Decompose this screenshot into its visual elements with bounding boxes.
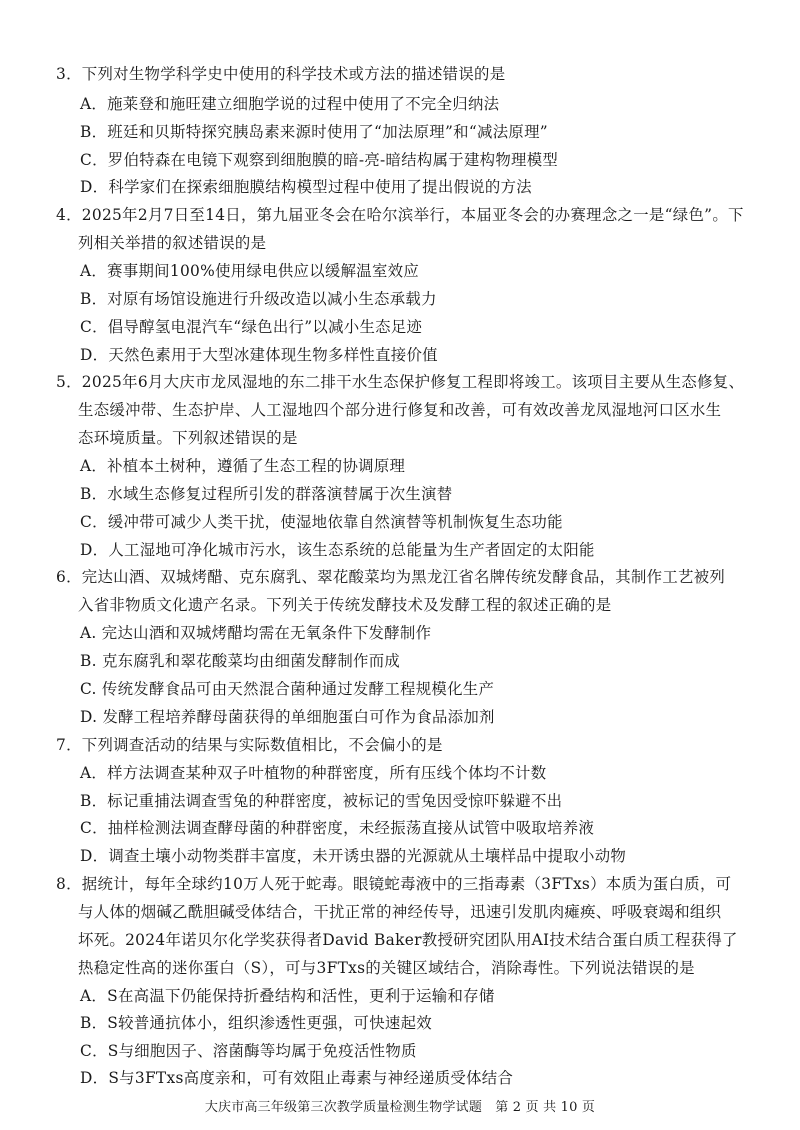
question-5-option-a: A．补植本土树种，遵循了生态工程的协调原理 [80,457,406,475]
question-6-option-d: D. 发酵工程培养酵母菌获得的单细胞蛋白可作为食品添加剂 [80,708,495,726]
question-7-option-d: D．调查土壤小动物类群丰富度，未开诱虫器的光源就从土壤样品中提取小动物 [80,847,627,865]
question-6-option-c: C. 传统发酵食品可由天然混合菌种通过发酵工程规模化生产 [80,680,495,698]
question-5-option-b: B．水域生态修复过程所引发的群落演替属于次生演替 [80,485,453,503]
question-7-option-c: C．抽样检测法调查酵母菌的种群密度，未经振荡直接从试管中吸取培养液 [80,819,595,837]
question-5-stem-line-1: 5．2025年6月大庆市龙凤湿地的东二排干水生态保护修复工程即将竣工。该项目主要从生态修复、 [56,373,745,391]
question-8-option-d: D．S与3FTxs高度亲和，可有效阻止毒素与神经递质受体结合 [80,1069,514,1087]
question-3-stem: 3．下列对生物学科学史中使用的科学技术或方法的描述错误的是 [56,65,506,83]
question-8-option-b: B．S较普通抗体小，组织渗透性更强，可快速起效 [80,1014,432,1032]
question-8-stem-line-3: 坏死。2024年诺贝尔化学奖获得者David Baker教授研究团队用AI技术结合蛋白质工程获得了 [78,931,738,949]
question-8-stem-line-1: 8．据统计，每年全球约10万人死于蛇毒。眼镜蛇毒液中的三指毒素（3FTxs）本质为蛋白质，可 [56,875,732,893]
question-4-stem-line-2: 列相关举措的叙述错误的是 [78,234,267,252]
question-5-stem-line-2: 生态缓冲带、生态护岸、人工湿地四个部分进行修复和改善，可有效改善龙凤湿地河口区水生 [78,401,722,419]
question-8-option-c: C．S与细胞因子、溶菌酶等均属于免疫活性物质 [80,1042,417,1060]
question-7-option-b: B．标记重捕法调查雪兔的种群密度，被标记的雪兔因受惊吓躲避不出 [80,792,563,810]
question-4-option-b: B．对原有场馆设施进行升级改造以减小生态承载力 [80,290,437,308]
question-3-option-c: C．罗伯特森在电镜下观察到细胞膜的暗-亮-暗结构属于建构物理模型 [80,151,559,169]
question-5-option-d: D．人工湿地可净化城市污水，该生态系统的总能量为生产者固定的太阳能 [80,541,595,559]
question-8-stem-line-4: 热稳定性高的迷你蛋白（S），可与3FTxs的关键区域结合，消除毒性。下列说法错误的是 [78,959,695,977]
question-5-stem-line-3: 态环境质量。下列叙述错误的是 [78,429,298,447]
question-6-stem-line-1: 6．完达山酒、双城烤醋、克东腐乳、翠花酸菜均为黑龙江省名牌传统发酵食品，其制作工艺被列 [56,568,726,586]
question-8-stem-line-2: 与人体的烟碱乙酰胆碱受体结合，干扰正常的神经传导，迅速引发肌肉瘫痪、呼吸衰竭和组织 [78,903,722,921]
question-4-option-d: D．天然色素用于大型冰建体现生物多样性直接价值 [80,346,438,364]
page-footer: 大庆市高三年级第三次教学质量检测生物学试题 第 2 页 共 10 页 [204,1100,596,1115]
question-6-option-b: B. 克东腐乳和翠花酸菜均由细菌发酵制作而成 [80,652,401,670]
question-3-option-b: B．班廷和贝斯特探究胰岛素来源时使用了“加法原理”和“减法原理” [80,123,548,141]
question-6-stem-line-2: 入省非物质文化遗产名录。下列关于传统发酵技术及发酵工程的叙述正确的是 [78,596,612,614]
question-7-stem: 7．下列调查活动的结果与实际数值相比，不会偏小的是 [56,736,443,754]
question-4-option-c: C．倡导醇氢电混汽车“绿色出行”以减小生态足迹 [80,318,423,336]
question-6-option-a: A. 完达山酒和双城烤醋均需在无氧条件下发酵制作 [80,624,432,642]
question-7-option-a: A．样方法调查某种双子叶植物的种群密度，所有压线个体均不计数 [80,764,547,782]
question-5-option-c: C．缓冲带可减少人类干扰，使湿地依靠自然演替等机制恢复生态功能 [80,513,563,531]
question-8-option-a: A．S在高温下仍能保持折叠结构和活性，更利于运输和存储 [80,987,495,1005]
question-4-stem-line-1: 4．2025年2月7日至14日，第九届亚冬会在哈尔滨举行，本届亚冬会的办赛理念之一是“绿色”。下 [56,206,744,224]
question-4-option-a: A．赛事期间100%使用绿电供应以缓解温室效应 [80,262,420,280]
question-3-option-d: D．科学家们在探索细胞膜结构模型过程中使用了提出假说的方法 [80,178,532,196]
question-3-option-a: A．施莱登和施旺建立细胞学说的过程中使用了不完全归纳法 [80,95,500,113]
